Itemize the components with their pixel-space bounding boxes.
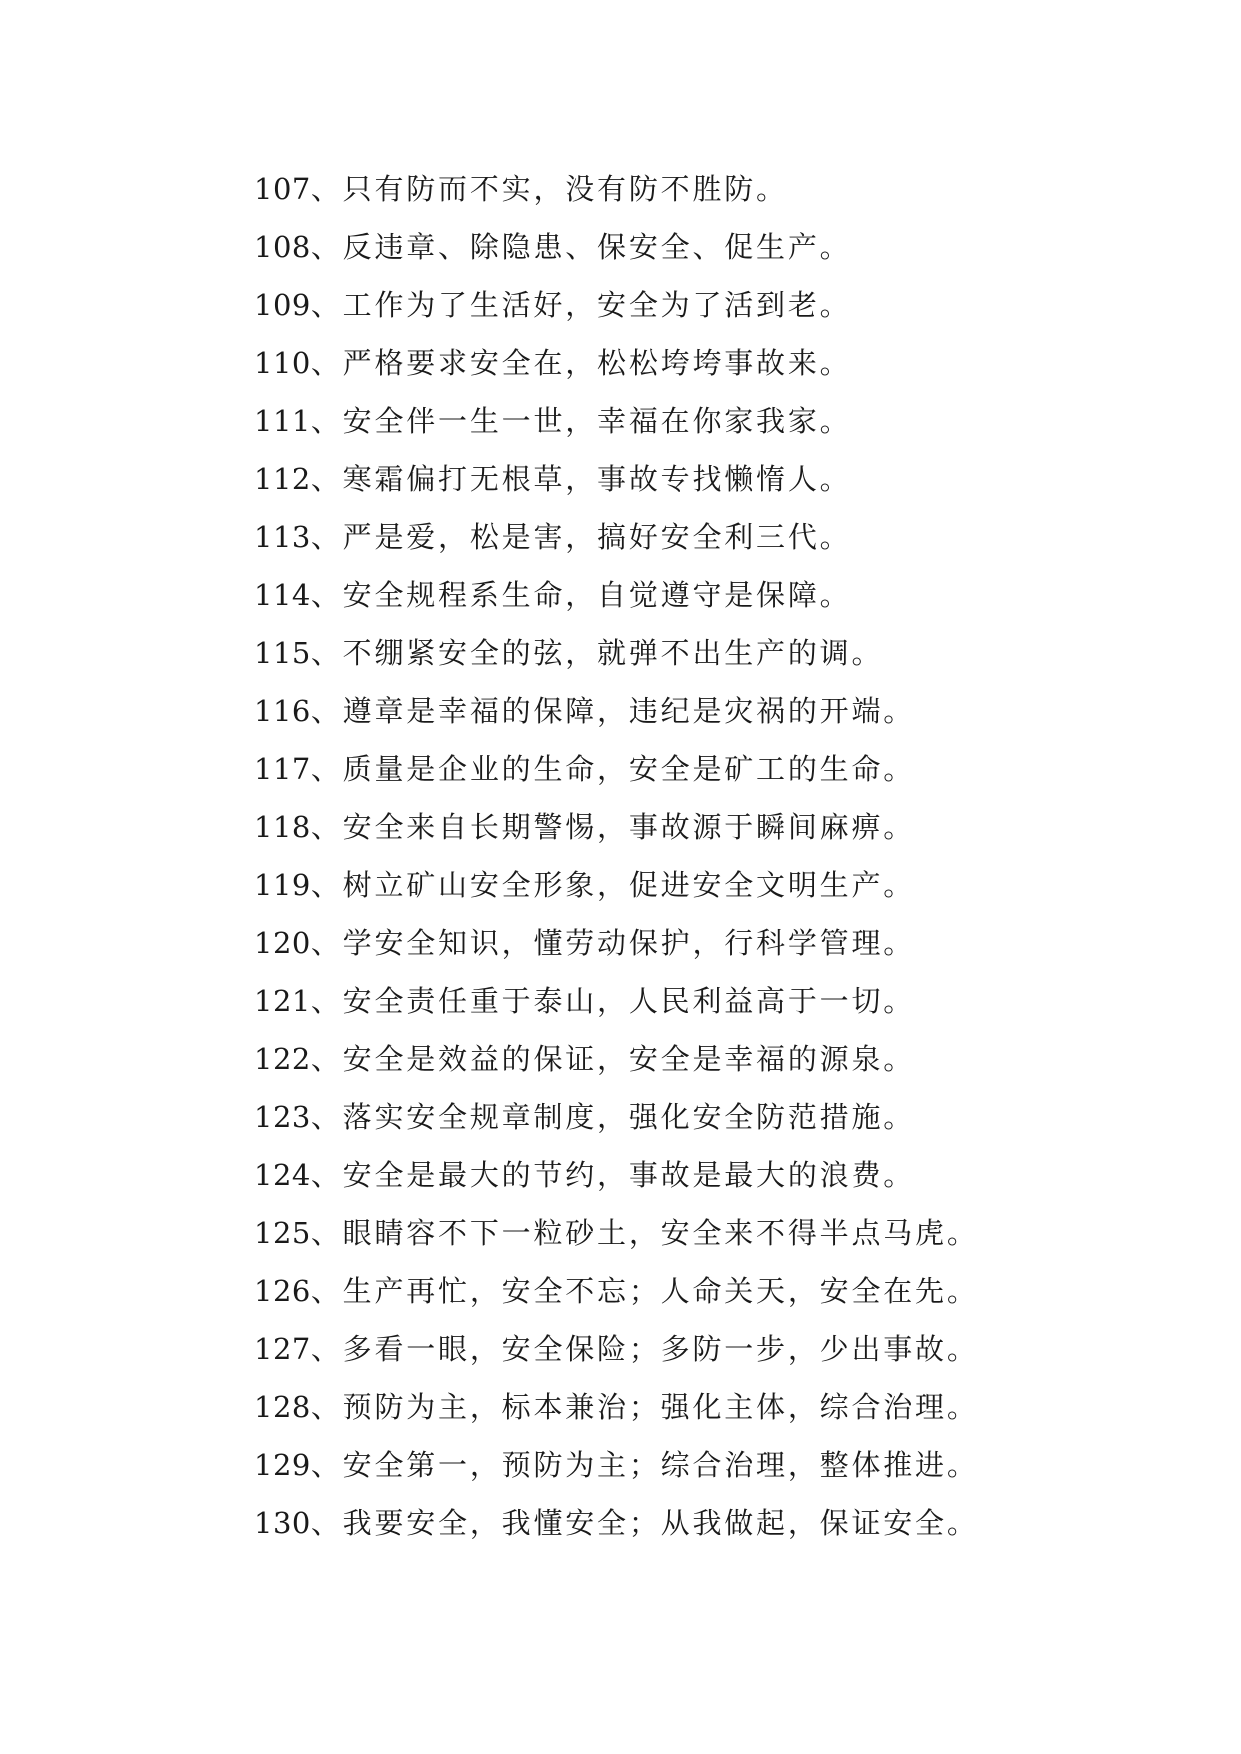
slogan-text: 、工作为了生活好，安全为了活到老。 — [310, 288, 852, 322]
slogan-number: 126 — [254, 1274, 311, 1308]
slogan-item — [254, 682, 1014, 740]
slogan-text: 、安全是效益的保证，安全是幸福的源泉。 — [310, 1042, 916, 1076]
slogan-item — [254, 740, 1014, 798]
slogan-number: 107 — [254, 172, 311, 206]
slogan-number: 117 — [254, 752, 311, 786]
slogan-number: 114 — [254, 578, 311, 612]
slogan-text: 、学安全知识，懂劳动保护，行科学管理。 — [310, 926, 916, 960]
slogan-item — [254, 450, 1014, 508]
slogan-list — [254, 160, 1014, 1552]
slogan-text: 、安全第一，预防为主；综合治理，整体推进。 — [310, 1448, 979, 1482]
slogan-text: 、严是爱，松是害，搞好安全利三代。 — [310, 520, 852, 554]
slogan-number: 125 — [254, 1216, 311, 1250]
slogan-number: 129 — [254, 1448, 311, 1482]
slogan-number: 130 — [254, 1506, 311, 1540]
slogan-text: 、预防为主，标本兼治；强化主体，综合治理。 — [310, 1390, 979, 1424]
slogan-item — [254, 856, 1014, 914]
slogan-number: 110 — [254, 346, 311, 380]
slogan-number: 123 — [254, 1100, 311, 1134]
slogan-item — [254, 334, 1014, 392]
slogan-item — [254, 798, 1014, 856]
slogan-text: 、安全规程系生命，自觉遵守是保障。 — [310, 578, 852, 612]
slogan-item — [254, 160, 1014, 218]
slogan-text: 、只有防而不实，没有防不胜防。 — [310, 172, 788, 206]
slogan-item — [254, 1378, 1014, 1436]
slogan-number: 109 — [254, 288, 311, 322]
slogan-item — [254, 392, 1014, 450]
slogan-text: 、落实安全规章制度，强化安全防范措施。 — [310, 1100, 916, 1134]
slogan-text: 、生产再忙，安全不忘；人命关天，安全在先。 — [310, 1274, 979, 1308]
slogan-number: 112 — [254, 462, 311, 496]
slogan-number: 108 — [254, 230, 311, 264]
slogan-number: 113 — [254, 520, 311, 554]
slogan-item — [254, 1436, 1014, 1494]
slogan-number: 116 — [254, 694, 311, 728]
slogan-number: 118 — [254, 810, 311, 844]
slogan-item — [254, 1204, 1014, 1262]
slogan-number: 127 — [254, 1332, 311, 1366]
slogan-item — [254, 914, 1014, 972]
slogan-text: 、安全是最大的节约，事故是最大的浪费。 — [310, 1158, 916, 1192]
slogan-text: 、安全伴一生一世，幸福在你家我家。 — [310, 404, 852, 438]
slogan-number: 124 — [254, 1158, 311, 1192]
slogan-number: 128 — [254, 1390, 311, 1424]
slogan-text: 、反违章、除隐患、保安全、促生产。 — [310, 230, 852, 264]
slogan-text: 、安全来自长期警惕，事故源于瞬间麻痹。 — [310, 810, 916, 844]
slogan-item — [254, 566, 1014, 624]
slogan-number: 111 — [254, 404, 311, 438]
slogan-text: 、多看一眼，安全保险；多防一步，少出事故。 — [310, 1332, 979, 1366]
slogan-text: 、我要安全，我懂安全；从我做起，保证安全。 — [310, 1506, 979, 1540]
slogan-number: 120 — [254, 926, 311, 960]
slogan-item — [254, 1030, 1014, 1088]
slogan-text: 、严格要求安全在，松松垮垮事故来。 — [310, 346, 852, 380]
slogan-text: 、质量是企业的生命，安全是矿工的生命。 — [310, 752, 916, 786]
slogan-number: 122 — [254, 1042, 311, 1076]
slogan-text: 、眼睛容不下一粒砂土，安全来不得半点马虎。 — [310, 1216, 979, 1250]
slogan-item — [254, 1320, 1014, 1378]
slogan-item — [254, 218, 1014, 276]
slogan-text: 、不绷紧安全的弦，就弹不出生产的调。 — [310, 636, 884, 670]
slogan-number: 121 — [254, 984, 311, 1018]
slogan-number: 119 — [254, 868, 311, 902]
slogan-item — [254, 624, 1014, 682]
slogan-text: 、寒霜偏打无根草，事故专找懒惰人。 — [310, 462, 852, 496]
slogan-item — [254, 276, 1014, 334]
slogan-item — [254, 1146, 1014, 1204]
slogan-item — [254, 972, 1014, 1030]
slogan-item — [254, 1088, 1014, 1146]
slogan-number: 115 — [254, 636, 311, 670]
slogan-text: 、遵章是幸福的保障，违纪是灾祸的开端。 — [310, 694, 916, 728]
slogan-item — [254, 1494, 1014, 1552]
slogan-text: 、树立矿山安全形象，促进安全文明生产。 — [310, 868, 916, 902]
slogan-item — [254, 1262, 1014, 1320]
slogan-text: 、安全责任重于泰山，人民利益高于一切。 — [310, 984, 916, 1018]
slogan-item — [254, 508, 1014, 566]
